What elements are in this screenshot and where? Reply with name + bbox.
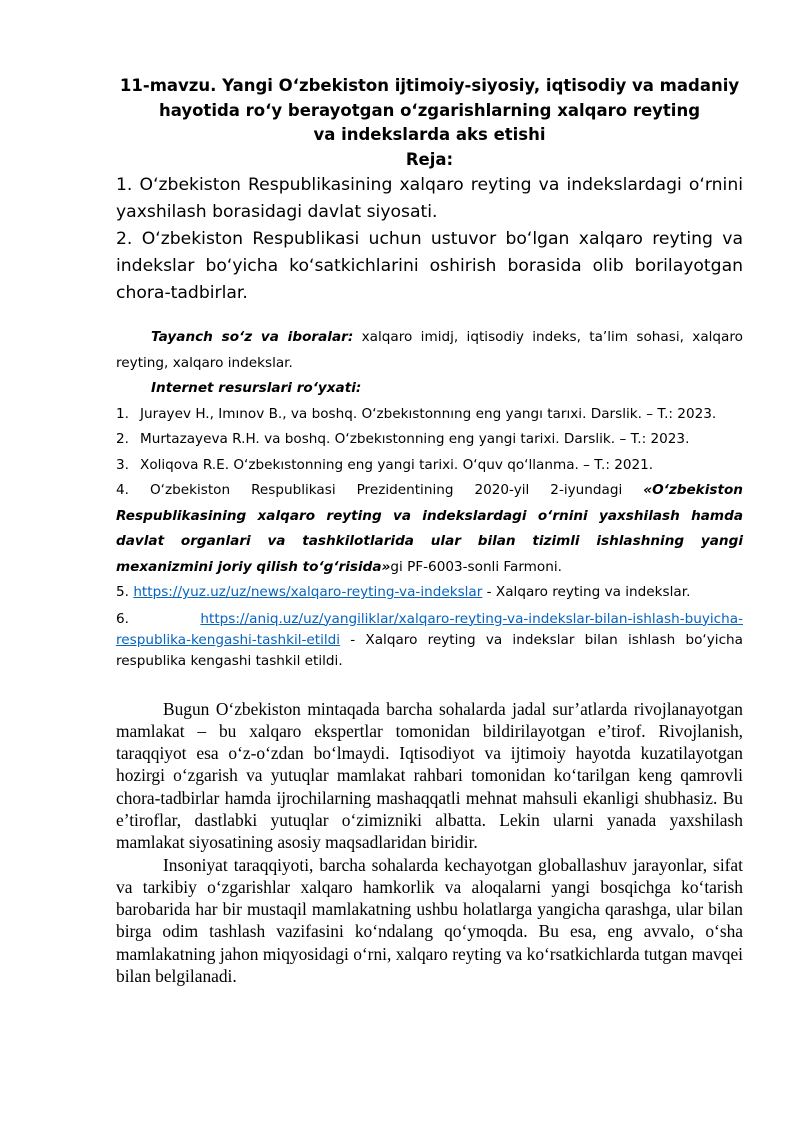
plan-item: 1. O‘zbekiston Respublikasining xalqaro reyting va indekslardagi o‘rnini yaxshilash borasidagi davlat siyosati. [116, 175, 743, 222]
source-item-decree [116, 478, 743, 580]
source-number: 5. [116, 584, 129, 600]
source-item [116, 427, 743, 453]
source-link-suffix: - Xalqaro reyting va indekslar bilan ishlash bo‘yicha respublika kengashi tashkil etildi. [116, 631, 743, 669]
body-paragraph: Insoniyat taraqqiyoti, barcha sohalarda kechayotgan globallashuv jarayonlar, sifat va tarkibiy o‘zgarishlar xalqaro hamkorlik va aloqalarni yangi bosqichga ko‘tarish barobarida har bir mustaqil mamlakatning ushbu holatlarga yangicha qarashga, ular bilan birga odim tashlash vazifasini ko‘ndalang qo‘ymoqda. Bu esa, eng avvalo, o‘sha mamlakatning jahon miqyosidagi o‘rni, xalqaro reyting va ko‘rsatkichlarda tutgan mavqei bilan belgilanadi. [116, 854, 743, 987]
source-link-suffix: - Xalqaro reyting va indekslar. [482, 584, 691, 600]
decree-prefix: 4. O‘zbekiston Respublikasi Prezidentining 2020-yil 2-iyundagi [116, 482, 644, 498]
source-item [116, 453, 743, 479]
keywords-label: Tayanch so‘z va iboralar: [151, 329, 354, 345]
plan-list [116, 172, 743, 307]
source-number: 1. [116, 405, 129, 422]
source-item-link [116, 609, 743, 672]
document-page [116, 74, 743, 987]
internet-resources-heading: Internet resurslari ro‘yxati: [151, 380, 362, 396]
keywords-paragraph [116, 325, 743, 376]
body-text [116, 698, 743, 988]
source-text: Murtazayeva R.H. va boshq. O‘zbekıstonning eng yangi tarixi. Darslik. – T.: 2023. [140, 431, 690, 447]
body-paragraph: Bugun O‘zbekiston mintaqada barcha sohalarda jadal sur’atlarda rivojlanayotgan mamlakat – bu xalqaro ekspertlar tomonidan bildirilayotgan e’tirof. Rivojlanish, taraqqiyot esa o‘z-o‘zdan bo‘lmaydi. Iqtisodiyot va ijtimoiy hayotda kuzatilayotgan hozirgi o‘zgarish va yutuqlar mamlakat rahbari tomonidan ko‘tarilgan keng qamrovli chora-tadbirlar hamda ijrochilarning mashaqqatli mehnat mahsuli ekanligi shubhasiz. Bu e’tiroflar, dastlabki yutuqlar o‘zimizniki albatta. Lekin ularni yanada yaxshilash mamlakat siyosatining asosiy maqsadlaridan biridir. [116, 698, 743, 853]
title-line-1: 11-mavzu. Yangi O‘zbekiston ijtimoiy-siyosiy, iqtisodiy va madaniy [119, 76, 740, 95]
document-title [116, 74, 743, 172]
decree-suffix: gi PF-6003-sonli Farmoni. [390, 558, 562, 575]
decree-title: «O‘zbekiston Respublikasining xalqaro reyting va indekslardagi o‘rnini yaxshilash hamda davlat organlari va tashkilotlarida ular bilan tizimli ishlashning yangi mexanizmini joriy qilish to‘g‘risida» [116, 482, 743, 575]
plan-heading: Reja: [405, 149, 454, 169]
keywords-text: xalqaro imidj, iqtisodiy indeks, ta’lim sohasi, xalqaro reyting, xalqaro indekslar. [116, 329, 743, 371]
aniq-uz-link[interactable]: https://aniq.uz/uz/yangiliklar/xalqaro-reyting-va-indekslar-bilan-ishlash-buyicha-respublika-kengashi-tashkil-etildi [116, 610, 743, 648]
source-item-link [116, 580, 743, 606]
title-line-2: hayotida ro‘y berayotgan o‘zgarishlarning xalqaro reyting [158, 100, 701, 120]
yuz-uz-link[interactable]: https://yuz.uz/uz/news/xalqaro-reyting-va-indekslar [133, 584, 483, 600]
source-number: 2. [116, 431, 129, 447]
source-item [116, 402, 743, 428]
source-text: Jurayev H., Imınov B., va boshq. O‘zbekıstonnıng eng yangı tarıxi. Darslik. – T.: 2023. [140, 405, 717, 422]
source-number: 3. [116, 456, 129, 473]
title-line-3: va indekslarda aks etishi [313, 125, 546, 144]
sources-list [116, 402, 743, 672]
source-text: Xoliqova R.E. O‘zbekıstonning eng yangi tarixi. O‘quv qo‘llanma. – T.: 2021. [140, 456, 654, 473]
plan-item: 2. O‘zbekiston Respublikasi uchun ustuvor bo‘lgan xalqaro reyting va indekslar bo‘yicha ko‘satkichlarini oshirish borasida olib borilayotgan chora-tadbirlar. [116, 229, 743, 303]
source-number: 6. [116, 610, 129, 627]
